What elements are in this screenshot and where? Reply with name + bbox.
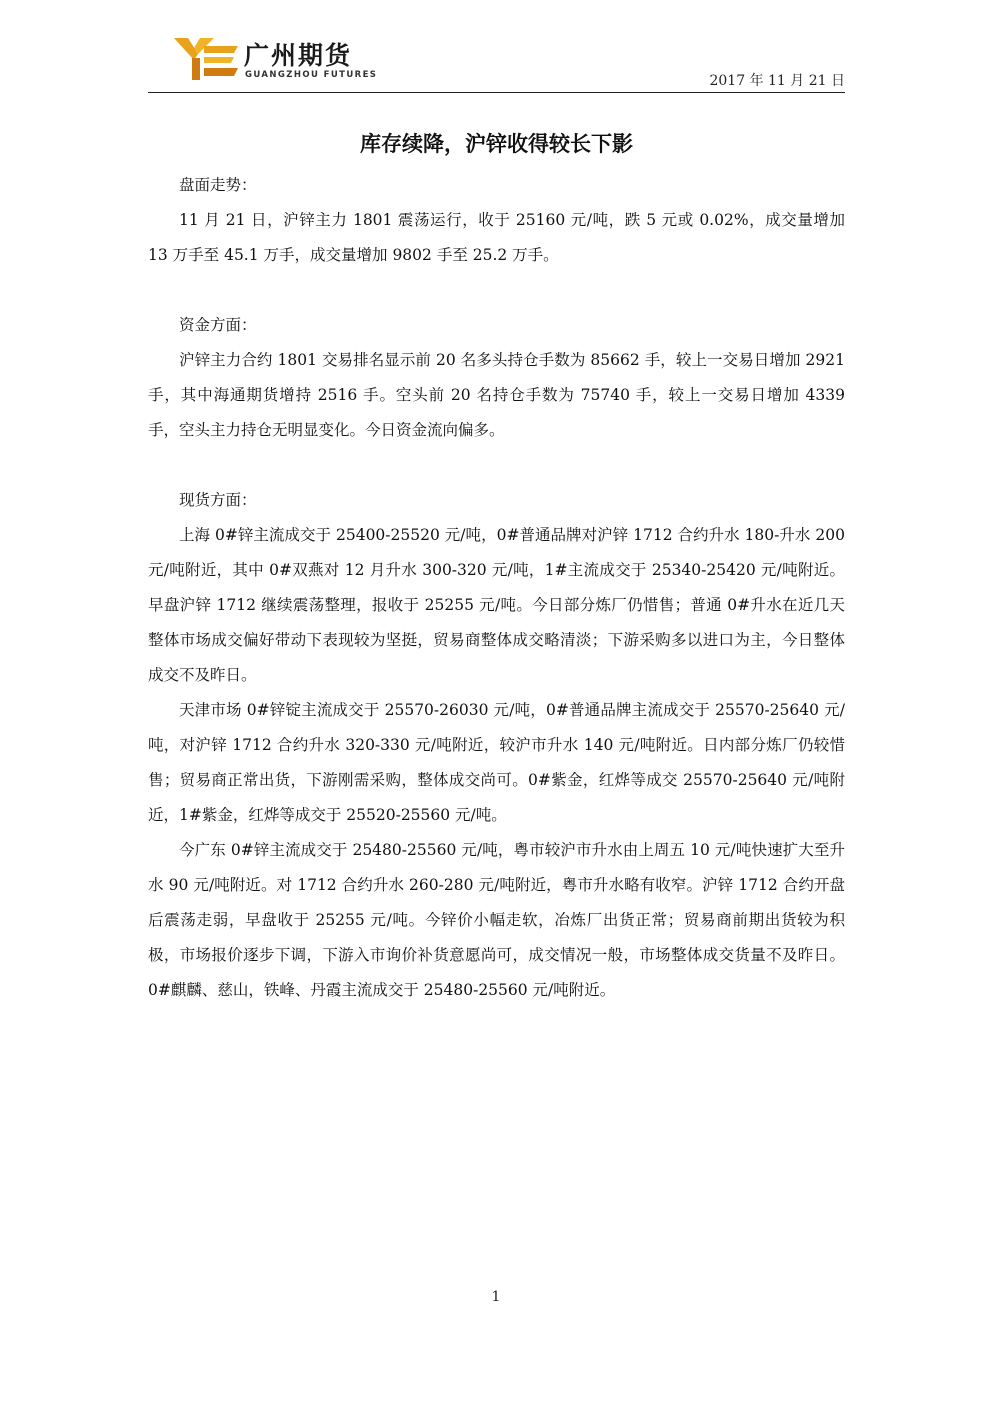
report-date: 2017 年 11 月 21 日	[709, 73, 845, 89]
spot-paragraph-guangdong: 今广东 0#锌主流成交于 25480-25560 元/吨，粤市较沪市升水由上周五 10 元/吨快速扩大至升水 90 元/吨附近。对 1712 合约升水 260-280 元/吨附近，粤市升水略有收窄。沪锌 1712 合约开盘后震荡走弱，早盘收于 25255 元/吨。今锌价小幅走软，冶炼厂出货正常；贸易商前期出货较为积极，市场报价逐步下调，下游入市询价补货意愿尚可，成交情况一般，市场整体成交货量不及昨日。0#麒麟、慈山，铁峰、丹霞主流成交于 25480-25560 元/吨附近。	[148, 841, 845, 999]
funds-paragraph: 沪锌主力合约 1801 交易排名显示前 20 名多头持仓手数为 85662 手，较上一交易日增加 2921 手，其中海通期货增持 2516 手。空头前 20 名持仓手数为 75740 手，较上一交易日增加 4339 手，空头主力持仓无明显变化。今日资金流向偏多。	[148, 351, 845, 439]
company-logo	[174, 36, 378, 84]
company-name-en: GUANGZHOU FUTURES	[245, 70, 378, 80]
gf-logo-icon	[174, 38, 240, 80]
spot-paragraph-shanghai: 上海 0#锌主流成交于 25400-25520 元/吨，0#普通品牌对沪锌 1712 合约升水 180-升水 200 元/吨附近，其中 0#双燕对 12 月升水 300-320 元/吨，1#主流成交于 25340-25420 元/吨附近。早盘沪锌 1712 继续震荡整理，报收于 25255 元/吨。今日部分炼厂仍惜售；普通 0#升水在近几天整体市场成交偏好带动下表现较为坚挺，贸易商整体成交略清淡；下游采购多以进口为主，今日整体成交不及昨日。	[148, 526, 845, 684]
section-heading-spot: 现货方面：	[179, 491, 257, 509]
company-name-cn: 广州期货	[244, 41, 353, 70]
report-title: 库存续降，沪锌收得较长下影	[360, 132, 633, 156]
page-header	[148, 30, 845, 94]
spot-paragraph-tianjin: 天津市场 0#锌锭主流成交于 25570-26030 元/吨，0#普通品牌主流成交于 25570-25640 元/吨，对沪锌 1712 合约升水 320-330 元/吨附近，较沪市升水 140 元/吨附近。日内部分炼厂仍较惜售；贸易商正常出货，下游刚需采购，整体成交尚可。0#紫金，红烨等成交 25570-25640 元/吨附近，1#紫金，红烨等成交于 25520-25560 元/吨。	[148, 701, 845, 824]
report-body	[148, 168, 845, 1008]
page-number: 1	[491, 1289, 501, 1305]
section-heading-market: 盘面走势：	[179, 176, 257, 194]
market-paragraph: 11 月 21 日，沪锌主力 1801 震荡运行，收于 25160 元/吨，跌 5 元或 0.02%，成交量增加 13 万手至 45.1 万手，成交量增加 9802 手至 25.2 万手。	[148, 211, 845, 264]
section-heading-funds: 资金方面：	[179, 316, 257, 334]
header-divider	[148, 92, 845, 93]
